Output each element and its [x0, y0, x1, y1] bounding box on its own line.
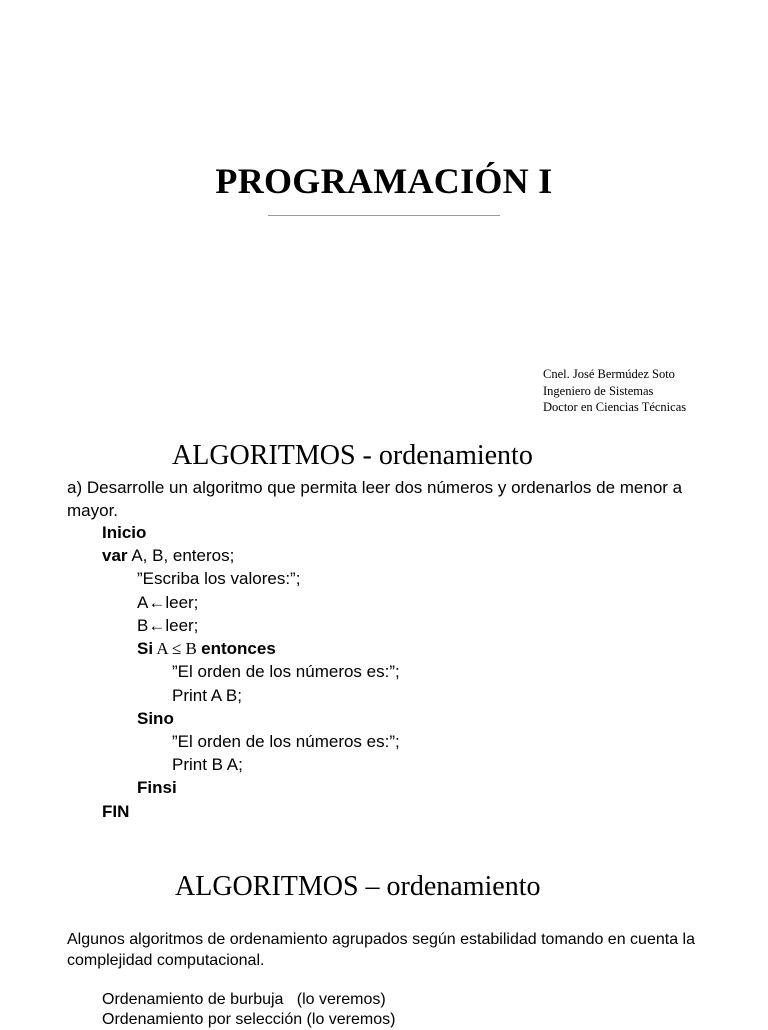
keyword-sino: Sino [137, 709, 174, 728]
code-line-fin [102, 800, 129, 823]
code-line-print-ba: Print B A; [172, 755, 243, 774]
keyword-inicio: Inicio [102, 523, 147, 542]
code-line-si [137, 637, 276, 660]
list-item: Ordenamiento de burbuja (lo veremos) [102, 991, 386, 1008]
title-divider [268, 215, 500, 216]
var-declaration: A, B, enteros; [127, 546, 235, 565]
keyword-finsi: Finsi [137, 778, 177, 797]
author-block [543, 366, 686, 416]
code-line-read-b: B←leer; [137, 616, 199, 635]
list-item: Ordenamiento por selección (lo veremos) [102, 1011, 396, 1028]
code-line-var [102, 544, 234, 567]
code-line-inicio [102, 521, 146, 544]
page-title: PROGRAMACIÓN I [215, 161, 553, 201]
problem-statement: a) Desarrolle un algoritmo que permita leer dos números y ordenarlos de menor a mayor. [67, 478, 683, 520]
code-line-read-a: A←leer; [137, 593, 199, 612]
keyword-si: Si [137, 639, 154, 658]
code-line-order-msg-1: ”El orden de los números es:”; [172, 662, 400, 681]
code-line-print-ab: Print A B; [172, 686, 242, 705]
author-degree: Ingeniero de Sistemas [543, 383, 654, 398]
keyword-fin: FIN [102, 802, 130, 821]
code-line-sino [137, 707, 174, 730]
section2-heading: ALGORITMOS – ordenamiento [175, 871, 541, 902]
section1-heading: ALGORITMOS - ordenamiento [172, 440, 533, 471]
author-name: Cnel. José Bermúdez Soto [543, 367, 675, 381]
author-doctorate: Doctor en Ciencias Técnicas [543, 400, 687, 414]
condition-expression: A ≤ B [153, 639, 202, 658]
section2-intro: Algunos algoritmos de ordenamiento agrupados según estabilidad tomando en cuenta la complejidad computacional. [67, 931, 695, 969]
code-line-write: ”Escriba los valores:”; [137, 569, 301, 588]
code-line-order-msg-2: ”El orden de los números es:”; [172, 732, 400, 751]
keyword-entonces: entonces [201, 639, 276, 658]
code-line-finsi [137, 776, 177, 799]
keyword-var: var [102, 546, 128, 565]
